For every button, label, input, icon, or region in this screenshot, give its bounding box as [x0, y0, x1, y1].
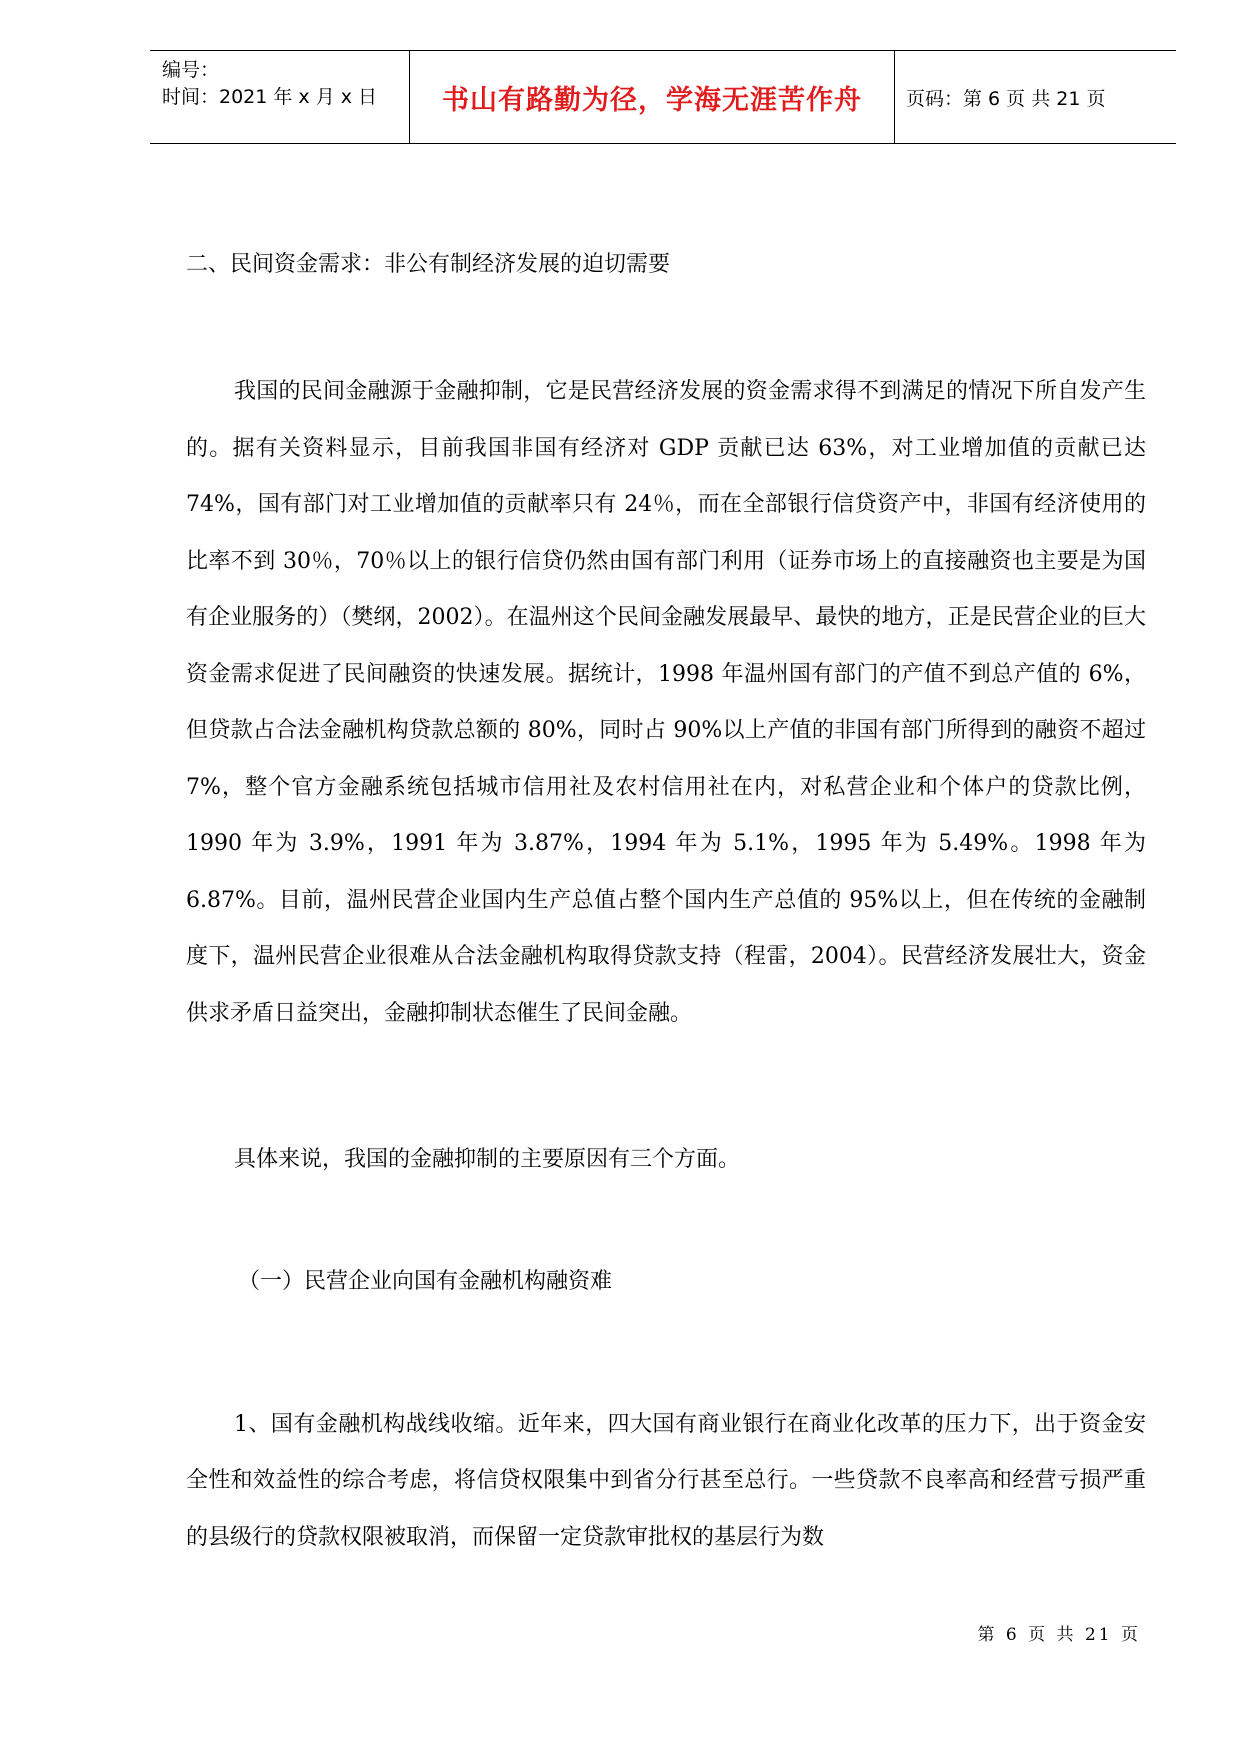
header-divider-left — [409, 51, 410, 143]
document-body — [186, 250, 1146, 1566]
page-footer: 第 6 页 共 21 页 — [977, 1625, 1141, 1645]
body-paragraph-2: 具体来说，我国的金融抑制的主要原因有三个方面。 — [234, 1147, 741, 1172]
header-page-number: 页码：第 6 页 共 21 页 — [906, 87, 1106, 110]
header-divider-right — [894, 51, 895, 143]
document-number-label: 编号： — [162, 59, 220, 81]
body-paragraph-3: 1、国有金融机构战线收缩。近年来，四大国有商业银行在商业化改革的压力下，出于资金安全性和效益性的综合考虑，将信贷权限集中到省分行甚至总行。一些贷款不良率高和经营亏损严重的县级行的贷款权限被取消，而保留一定贷款审批权的基层行为数 — [186, 1411, 1146, 1550]
body-paragraph-1: 我国的民间金融源于金融抑制，它是民营经济发展的资金需求得不到满足的情况下所自发产生的。据有关资料显示，目前我国非国有经济对 GDP 贡献已达 63%，对工业增加值的贡献已达 74%，国有部门对工业增加值的贡献率只有 24％，而在全部银行信贷资产中，非国有经济使用的比率不到 30％，70％以上的银行信贷仍然由国有部门利用（证券市场上的直接融资也主要是为国有企业服务的）（樊纲，2002）。在温州这个民间金融发展最早、最快的地方，正是民营企业的巨大资金需求促进了民间融资的快速发展。据统计，1998 年温州国有部门的产值不到总产值的 6%，但贷款占合法金融机构贷款总额的 80%，同时占 90%以上产值的非国有部门所得到的融资不超过 7%，整个官方金融系统包括城市信用社及农村信用社在内，对私营企业和个体户的贷款比例，1990 年为 3.9%，1991 年为 3.87%，1994 年为 5.1%，1995 年为 5.49%。1998 年为 6.87%。目前，温州民营企业国内生产总值占整个国内生产总值的 95%以上，但在传统的金融制度下，温州民营企业很难从合法金融机构取得贷款支持（程雷，2004）。民营经济发展壮大，资金供求矛盾日益突出，金融抑制状态催生了民间金融。 — [186, 379, 1146, 1026]
header-motto: 书山有路勤为径，学海无涯苦作舟 — [442, 84, 862, 116]
section-heading: 二、民间资金需求：非公有制经济发展的迫切需要 — [186, 252, 671, 277]
subsection-heading: （一）民营企业向国有金融机构融资难 — [238, 1268, 613, 1294]
document-time-label: 时间：2021 年 x 月 x 日 — [162, 86, 378, 108]
page-header — [150, 50, 1176, 144]
